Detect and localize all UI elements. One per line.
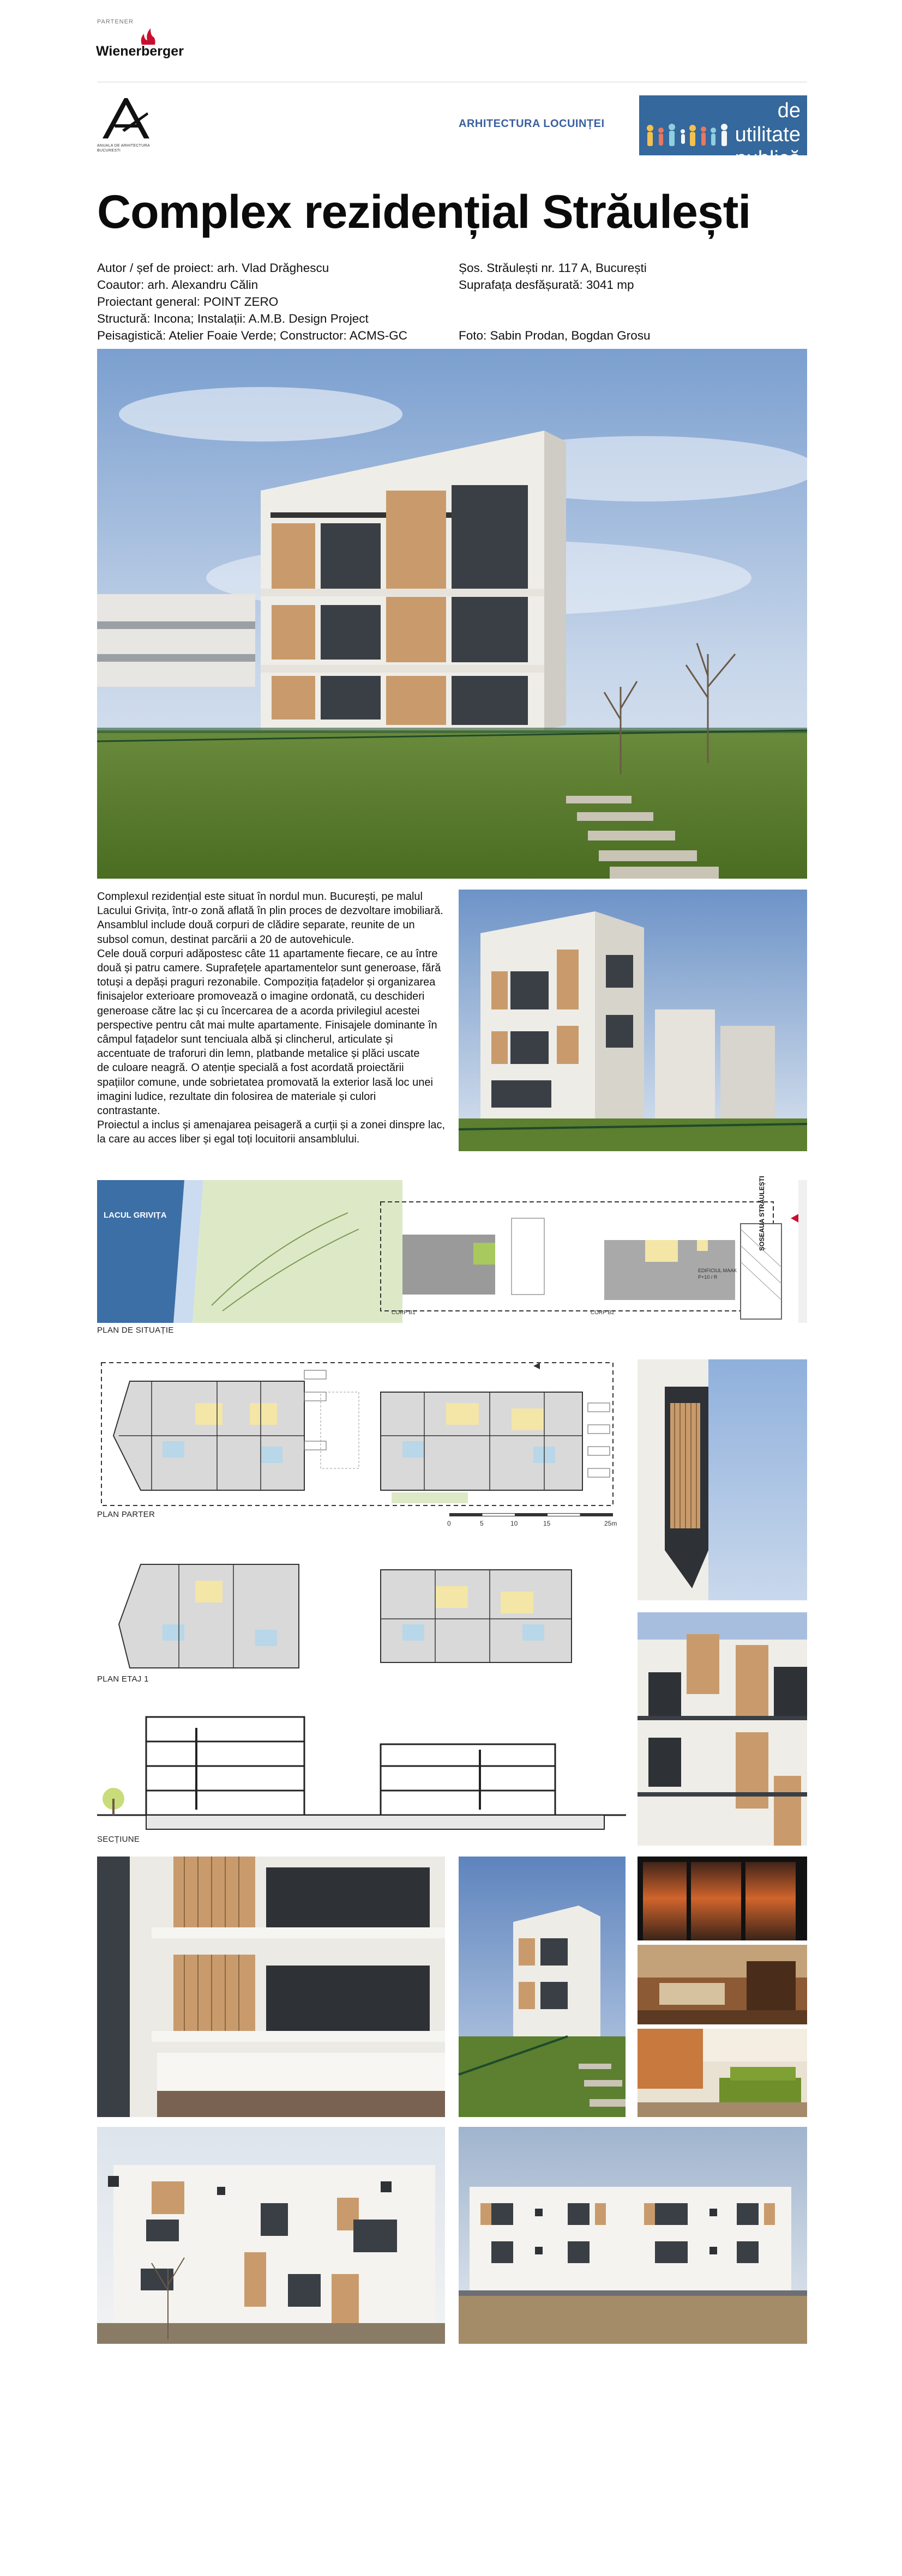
description-line: totuși a depăși praguri rezonabile. Compoziția fațadelor și organizarea (97, 976, 436, 989)
interior-photo-sunset (638, 1857, 807, 1940)
page-title: Complex rezidențial Străulești (97, 186, 751, 238)
description-line: Ansamblul include două corpuri de clădire separate, reunite de un (97, 919, 415, 932)
scale-tick: 5 (480, 1520, 484, 1527)
detail-photo-bottom (638, 1612, 807, 1846)
scale-tick: 0 (447, 1520, 451, 1527)
association-a-logo-icon (97, 96, 157, 140)
front-facade-photo (97, 2127, 445, 2344)
description-line: Proiectul a inclus și amenajarea peisageră a curții și a zonei dinspre lac, (97, 1119, 446, 1132)
photo-credit: Foto: Sabin Prodan, Bogdan Grosu (459, 329, 651, 342)
lake-label: LACUL GRIVIȚA (104, 1211, 167, 1220)
description-line: două și patru camere. Suprafețele apartamentelor sunt generoase, fără (97, 962, 441, 975)
description-line: câmpul fațadelor sunt tenciuala albă și clincherul, articulate și (97, 1033, 393, 1046)
description-line: generoase către lac și cu încercarea de a acorda privilegiul acestei (97, 1005, 420, 1017)
interior-photo-green-sofa (638, 2029, 807, 2117)
site-plan-drawing (97, 1176, 807, 1323)
scale-bar (446, 1513, 626, 1535)
category-label: ARHITECTURA LOCUINȚEI (459, 118, 605, 130)
neighbor-label: EDIFICIUL MAAK P+10 / R (698, 1268, 737, 1280)
description-line: Complexul rezidențial este situat în nordul mun. București, pe malul (97, 891, 423, 903)
address-line: Șos. Străulești nr. 117 A, București (459, 261, 647, 275)
sponsor-logo-text: Wienerberger (96, 44, 184, 59)
section-drawing (97, 1712, 626, 1833)
description-line: Cele două corpuri adăpostesc câte 11 apartamente fiecare, ce au între (97, 947, 438, 960)
detail-photo-top (638, 1359, 807, 1600)
hero-photo (97, 349, 807, 879)
credit-line: Structură: Incona; Instalații: A.M.B. Design Project (97, 312, 369, 325)
building-label: CORP B1 (392, 1310, 416, 1316)
scale-tick: 10 (510, 1520, 518, 1527)
description-line: contrastante. (97, 1105, 160, 1117)
banner-text: de utilitate publică (735, 99, 801, 170)
credits-right (459, 259, 808, 344)
description-line: accentuate de traforuri din lemn, platbande metalice și plăci uscate (97, 1048, 420, 1060)
description-line: spațiilor comune, unde sobrietatea promovată la exterior lasă loc unei (97, 1076, 433, 1089)
description-line: perspective pentru cât mai multe apartamente. Finisajele dominante în (97, 1019, 437, 1031)
first-floor-caption: PLAN ETAJ 1 (97, 1674, 149, 1684)
first-floor-plan (97, 1559, 588, 1673)
interior-photo-living (638, 1945, 807, 2024)
ground-plan-caption: PLAN PARTER (97, 1510, 155, 1519)
description-line: imagini ludice, rezultate din folosirea de materiale și culori (97, 1090, 376, 1103)
association-logo-text: ANUALA DE ARHITECTURA BUCURESTI (97, 144, 150, 153)
description-line: subsol comun, destinat parcării a 20 de autovehicule. (97, 933, 354, 946)
building-label: CORP B2 (591, 1310, 615, 1316)
association-logo (97, 96, 157, 156)
description-line: de culoare neagră. O atenție specială a fost acordată proiectării (97, 1062, 404, 1074)
credit-line: Autor / șef de proiect: arh. Vlad Drăghescu (97, 261, 329, 275)
project-description (97, 890, 446, 1147)
section-caption: SECȚIUNE (97, 1835, 140, 1844)
scale-tick: 15 (543, 1520, 551, 1527)
scale-tick: 25m (604, 1520, 617, 1527)
wienerberger-logo (96, 28, 205, 61)
description-line: Lacului Grivița, într-o zonă aflată în plin proces de dezvoltare imobiliară. (97, 905, 443, 917)
side-facade-photo (459, 2127, 807, 2344)
description-line: la care au acces liber și egal toți locuitorii ansamblului. (97, 1133, 360, 1146)
balcony-facade-photo (97, 1857, 445, 2117)
sponsor-label: PARTENER (97, 19, 134, 25)
ground-floor-plan (97, 1359, 621, 1508)
public-utility-banner (639, 95, 807, 170)
credit-line: Coautor: arh. Alexandru Călin (97, 278, 258, 292)
wienerberger-flame-icon (137, 28, 159, 45)
description-line: finisajelor exterioare promovează o imagine ordonată, cu deschideri (97, 990, 425, 1003)
area-line: Suprafața desfășurată: 3041 mp (459, 278, 634, 292)
credits-left (97, 259, 446, 344)
credit-line: Proiectant general: POINT ZERO (97, 295, 279, 309)
road-label: ȘOSEAUA STRĂULEȘTI (758, 1176, 766, 1251)
credit-line: Peisagistică: Atelier Foaie Verde; Constructor: ACMS-GC (97, 329, 407, 342)
facade-photo (459, 890, 807, 1151)
garden-building-photo (459, 1857, 626, 2117)
site-plan-caption: PLAN DE SITUAȚIE (97, 1326, 174, 1335)
